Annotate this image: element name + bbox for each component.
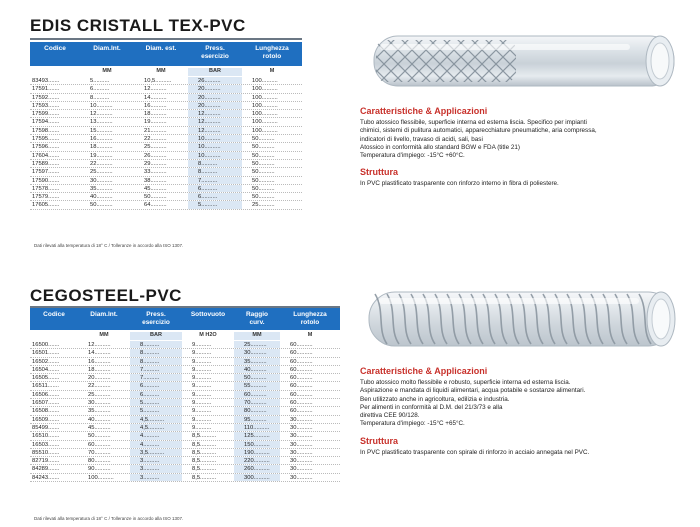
- section-title: EDIS CRISTALL TEX-PVC: [30, 16, 246, 35]
- unit-sottovuoto: M H2O: [199, 332, 217, 338]
- table-row: [30, 185, 302, 193]
- table-row: [30, 94, 302, 102]
- table-cell: 84289.......: [32, 466, 60, 473]
- features-line: direttiva CEE 90/128.: [360, 412, 420, 420]
- table-cell: 100..........: [252, 86, 278, 93]
- table-cell: 10..........: [188, 135, 242, 142]
- table-cell: 8..........: [188, 160, 242, 167]
- table-cell: 20..........: [88, 375, 111, 382]
- unit-lunghezza: M: [269, 68, 275, 74]
- table-cell: 100..........: [252, 102, 278, 109]
- info-panel: [360, 366, 680, 457]
- table-row: [30, 374, 340, 382]
- table-cell: 5..........: [90, 78, 110, 84]
- table-cell: 150..........: [234, 441, 280, 448]
- table-row: [30, 168, 302, 176]
- table-cell: 3..........: [130, 474, 182, 481]
- table-cell: 16508.......: [32, 408, 60, 415]
- features-line: Temperatura d'impiego: -15°C +60°C.: [360, 152, 465, 160]
- header-pressione: Press. esercizio: [142, 311, 170, 326]
- table-cell: 19..........: [90, 152, 113, 159]
- table-row: [30, 474, 340, 482]
- units-row: [30, 332, 340, 340]
- table-cell: 84243.......: [32, 474, 60, 481]
- table-cell: 16..........: [90, 136, 113, 143]
- header-codice: Codice: [44, 45, 66, 52]
- table-cell: 12..........: [90, 111, 113, 118]
- table-cell: 30..........: [290, 416, 313, 423]
- table-cell: 14..........: [144, 94, 167, 101]
- table-row: [30, 416, 340, 424]
- table-cell: 30..........: [290, 458, 313, 465]
- table-cell: 17593.......: [32, 102, 60, 109]
- table-cell: 300..........: [234, 474, 280, 481]
- units-row: [30, 68, 302, 76]
- tube-image-braided: [370, 22, 685, 100]
- table-cell: 100..........: [88, 474, 114, 481]
- table-cell: 12..........: [188, 110, 242, 117]
- table-cell: 17596.......: [32, 144, 60, 151]
- title-rule: [30, 38, 302, 40]
- table-cell: 17579.......: [32, 194, 60, 201]
- table-cell: 9..........: [192, 350, 212, 357]
- table-cell: 60..........: [290, 366, 313, 373]
- table-cell: 9..........: [192, 400, 212, 407]
- table-cell: 60..........: [290, 408, 313, 415]
- table-cell: 40..........: [234, 366, 280, 373]
- table-cell: 18..........: [144, 111, 167, 118]
- table-cell: 110..........: [234, 424, 280, 431]
- table-cell: 13..........: [90, 119, 113, 126]
- table-row: [30, 127, 302, 135]
- table-cell: 30..........: [290, 424, 313, 431]
- unit-diam-int: MM: [99, 332, 109, 338]
- table-cell: 5..........: [130, 407, 182, 414]
- table-cell: 7..........: [130, 366, 182, 373]
- table-cell: 80..........: [234, 407, 280, 414]
- table-cell: 50..........: [252, 152, 275, 159]
- table-cell: 19..........: [144, 119, 167, 126]
- features-line: chimici, sistemi di pulitura automatici, apparecchiature pneumatiche, aria compressa,: [360, 127, 597, 135]
- features-line: Atossico in conformità allo standard BGW e FDA (title 21): [360, 143, 520, 151]
- table-row: [30, 77, 302, 85]
- table-row: [30, 441, 340, 449]
- table-row: [30, 201, 302, 209]
- table-cell: 4..........: [130, 441, 182, 448]
- table-cell: 4,5..........: [130, 424, 182, 431]
- table-cell: 220..........: [234, 457, 280, 464]
- table-cell: 8..........: [188, 168, 242, 175]
- table-cell: 15..........: [90, 127, 113, 134]
- table-row: [30, 110, 302, 118]
- table-cell: 50..........: [252, 144, 275, 151]
- table-row: [30, 382, 340, 390]
- table-cell: 90..........: [88, 466, 111, 473]
- table-cell: 3..........: [130, 465, 182, 472]
- table-cell: 30..........: [88, 400, 111, 407]
- table-cell: 6..........: [130, 391, 182, 398]
- table-cell: 100..........: [252, 94, 278, 101]
- table-cell: 8,5..........: [192, 466, 217, 473]
- table-cell: 30..........: [290, 474, 313, 481]
- table-cell: 6..........: [90, 86, 110, 93]
- table-cell: 17598.......: [32, 127, 60, 134]
- table-cell: 50..........: [252, 136, 275, 143]
- table-cell: 85510.......: [32, 449, 60, 456]
- table-cell: 8..........: [130, 358, 182, 365]
- table-cell: 8,5..........: [192, 458, 217, 465]
- table-cell: 6..........: [130, 382, 182, 389]
- table-cell: 25..........: [144, 144, 167, 151]
- section-title: CEGOSTEEL-PVC: [30, 286, 182, 305]
- table-row: [30, 432, 340, 440]
- tube-image-spiral: [365, 280, 690, 360]
- table-row: [30, 341, 340, 349]
- features-line: Tubo atossico flessibile, superficie interna ed esterna liscia. Specifico per impianti: [360, 119, 587, 126]
- table-row: [30, 193, 302, 201]
- table-cell: 8..........: [130, 341, 182, 348]
- header-pressione: Press. esercizio: [201, 45, 229, 60]
- table-cell: 30..........: [90, 177, 113, 184]
- table-cell: 16506.......: [32, 391, 60, 398]
- table-cell: 60..........: [290, 350, 313, 357]
- footnote: Dati rilevati alla temperatura di 18° C / Tolleranze in accordo alla ISO 1307.: [34, 516, 184, 521]
- header-codice: Codice: [43, 311, 65, 318]
- table-cell: 33..........: [144, 169, 167, 176]
- table-cell: 50..........: [252, 177, 275, 184]
- table-cell: 17578.......: [32, 185, 60, 192]
- table-cell: 17591.......: [32, 86, 60, 93]
- table-cell: 18..........: [90, 144, 113, 151]
- table-cell: 16511.......: [32, 383, 59, 390]
- table-cell: 26..........: [188, 77, 242, 84]
- table-cell: 17589.......: [32, 160, 60, 167]
- table-cell: 17595.......: [32, 136, 60, 143]
- table-cell: 9..........: [192, 383, 212, 390]
- unit-raggio: MM: [234, 332, 280, 340]
- table-cell: 25..........: [234, 341, 280, 348]
- table-row: [30, 152, 302, 160]
- table-cell: 9..........: [192, 408, 212, 415]
- header-diam-int: Diam.Int.: [90, 311, 118, 318]
- unit-pressione: BAR: [188, 68, 242, 76]
- table-cell: 16..........: [88, 358, 111, 365]
- table-cell: 5..........: [130, 399, 182, 406]
- table-row: [30, 349, 340, 357]
- table-cell: 17599.......: [32, 111, 60, 118]
- table-cell: 25..........: [90, 169, 113, 176]
- table-cell: 6..........: [188, 193, 242, 200]
- table-cell: 35..........: [234, 358, 280, 365]
- table-cell: 20..........: [188, 94, 242, 101]
- table-cell: 6..........: [188, 185, 242, 192]
- table-cell: 16501.......: [32, 350, 60, 357]
- table-row: [30, 449, 340, 457]
- table-cell: 190..........: [234, 449, 280, 456]
- table-cell: 17597.......: [32, 169, 60, 176]
- table-cell: 20..........: [188, 102, 242, 109]
- table-cell: 55..........: [234, 382, 280, 389]
- table-cell: 5..........: [188, 201, 242, 208]
- features-heading: Caratteristiche & Applicazioni: [360, 366, 488, 376]
- table-row: [30, 366, 340, 374]
- table-row: [30, 457, 340, 465]
- table-cell: 21..........: [144, 127, 167, 134]
- table-cell: 16504.......: [32, 366, 60, 373]
- table-cell: 30..........: [290, 449, 313, 456]
- table-header: [30, 42, 302, 66]
- features-line: Ben utilizzato anche in agricoltura, edilizia e industria.: [360, 395, 510, 403]
- table-row: [30, 85, 302, 93]
- table-cell: 50..........: [252, 169, 275, 176]
- data-table: [30, 77, 302, 210]
- table-cell: 8,5..........: [192, 433, 217, 440]
- table-cell: 35..........: [88, 408, 111, 415]
- table-row: [30, 391, 340, 399]
- table-cell: 70..........: [234, 399, 280, 406]
- footnote: Dati rilevati alla temperatura di 18° C / Tolleranze in accordo alla ISO 1307.: [34, 243, 184, 248]
- table-cell: 60..........: [88, 441, 111, 448]
- table-cell: 9..........: [192, 424, 212, 431]
- header-raggio: Raggio curv.: [245, 311, 269, 326]
- table-cell: 100..........: [252, 127, 278, 134]
- data-table: [30, 341, 340, 482]
- table-cell: 9..........: [192, 416, 212, 423]
- table-cell: 82719.......: [32, 458, 60, 465]
- table-cell: 100..........: [252, 119, 278, 126]
- info-panel: [360, 106, 680, 189]
- table-cell: 8..........: [130, 349, 182, 356]
- table-cell: 3,5..........: [130, 449, 182, 456]
- table-cell: 17592.......: [32, 94, 60, 101]
- table-cell: 16500.......: [32, 342, 60, 348]
- table-cell: 125..........: [234, 432, 280, 439]
- table-cell: 50..........: [252, 185, 275, 192]
- header-diam-int: Diam.Int.: [93, 45, 121, 52]
- table-cell: 100..........: [252, 78, 278, 84]
- table-cell: 83493.......: [32, 78, 60, 84]
- table-cell: 40..........: [88, 416, 111, 423]
- table-cell: 100..........: [252, 111, 278, 118]
- table-cell: 9..........: [192, 366, 212, 373]
- table-cell: 22..........: [90, 160, 113, 167]
- table-cell: 26..........: [144, 152, 167, 159]
- table-cell: 60..........: [290, 391, 313, 398]
- features-line: Aspirazione e mandata di liquidi alimentari, acqua potabile e sostanze alimentari.: [360, 387, 586, 395]
- table-cell: 60..........: [290, 383, 313, 390]
- structure-text: In PVC plastificato trasparente con rinforzo interno in fibra di poliestere.: [360, 180, 559, 188]
- table-cell: 17605.......: [32, 202, 60, 209]
- table-row: [30, 102, 302, 110]
- table-cell: 9..........: [192, 375, 212, 382]
- table-cell: 12..........: [188, 118, 242, 125]
- header-sottovuoto: Sottovuoto: [190, 311, 226, 318]
- table-cell: 30..........: [290, 441, 313, 448]
- table-cell: 9..........: [192, 342, 212, 348]
- table-cell: 12..........: [144, 86, 167, 93]
- unit-pressione: BAR: [130, 332, 182, 340]
- table-cell: 50..........: [252, 160, 275, 167]
- table-cell: 45..........: [144, 185, 167, 192]
- table-cell: 12..........: [188, 127, 242, 134]
- table-cell: 4,5..........: [130, 416, 182, 423]
- table-cell: 30..........: [290, 433, 313, 440]
- table-cell: 14..........: [88, 350, 111, 357]
- table-row: [30, 465, 340, 473]
- table-cell: 50..........: [144, 194, 167, 201]
- table-cell: 3..........: [130, 457, 182, 464]
- table-cell: 16510.......: [32, 433, 60, 440]
- table-cell: 25..........: [252, 202, 275, 209]
- table-cell: 40..........: [90, 194, 113, 201]
- table-cell: 8,5..........: [192, 474, 217, 481]
- table-row: [30, 424, 340, 432]
- table-row: [30, 143, 302, 151]
- table-cell: 60..........: [234, 391, 280, 398]
- table-header: [30, 308, 340, 330]
- table-cell: 16507.......: [32, 400, 60, 407]
- table-cell: 16509.......: [32, 416, 60, 423]
- table-cell: 8,5..........: [192, 441, 217, 448]
- table-cell: 22..........: [88, 383, 111, 390]
- table-cell: 17590.......: [32, 177, 60, 184]
- table-row: [30, 160, 302, 168]
- table-cell: 45..........: [88, 424, 111, 431]
- table-cell: 9..........: [192, 358, 212, 365]
- table-cell: 60..........: [290, 400, 313, 407]
- table-cell: 50..........: [252, 194, 275, 201]
- features-line: indicatori di livello, travaso di acidi, sali, basi: [360, 135, 483, 143]
- unit-diam-est: MM: [156, 68, 166, 74]
- table-cell: 80..........: [88, 458, 111, 465]
- table-cell: 7..........: [188, 177, 242, 184]
- table-cell: 38..........: [144, 177, 167, 184]
- features-line: Tubo atossico molto flessibile e robusto, superficie interna ed esterna liscia.: [360, 379, 571, 386]
- table-cell: 17604.......: [32, 152, 60, 159]
- table-cell: 16503.......: [32, 441, 60, 448]
- features-line: Per alimenti in conformità al D.M. del 21/3/73 e alla: [360, 403, 503, 411]
- table-cell: 25..........: [88, 391, 111, 398]
- table-cell: 10,5..........: [144, 78, 172, 84]
- table-cell: 29..........: [144, 160, 167, 167]
- features-heading: Caratteristiche & Applicazioni: [360, 106, 488, 116]
- table-row: [30, 118, 302, 126]
- table-cell: 30..........: [290, 466, 313, 473]
- table-cell: 16..........: [144, 102, 167, 109]
- header-lunghezza: Lunghezza rotolo: [293, 311, 327, 326]
- structure-text: In PVC plastificato trasparente con spirale di rinforzo in acciaio annegata nel PVC.: [360, 448, 590, 456]
- structure-heading: Struttura: [360, 435, 398, 446]
- table-cell: 50..........: [90, 202, 113, 209]
- table-cell: 16502.......: [32, 358, 60, 365]
- table-cell: 70..........: [88, 449, 111, 456]
- table-cell: 20..........: [188, 85, 242, 92]
- header-lunghezza: Lunghezza rotolo: [255, 45, 289, 60]
- table-cell: 9..........: [192, 391, 212, 398]
- table-cell: 50..........: [234, 374, 280, 381]
- table-cell: 16505.......: [32, 375, 60, 382]
- header-diam-est: Diam. est.: [145, 45, 177, 52]
- table-row: [30, 135, 302, 143]
- table-cell: 64..........: [144, 202, 167, 209]
- table-cell: 95..........: [234, 416, 280, 423]
- table-row: [30, 399, 340, 407]
- table-cell: 8,5..........: [192, 449, 217, 456]
- table-cell: 10..........: [90, 102, 113, 109]
- table-row: [30, 407, 340, 415]
- table-cell: 10..........: [188, 143, 242, 150]
- table-row: [30, 358, 340, 366]
- table-cell: 7..........: [130, 374, 182, 381]
- table-cell: 8..........: [90, 94, 110, 101]
- table-cell: 4..........: [130, 432, 182, 439]
- table-cell: 60..........: [290, 342, 313, 348]
- table-cell: 17594.......: [32, 119, 60, 126]
- table-row: [30, 177, 302, 185]
- table-cell: 50..........: [88, 433, 111, 440]
- table-cell: 12..........: [88, 342, 111, 348]
- table-cell: 60..........: [290, 375, 313, 382]
- features-line: Temperatura d'impiego: -15°C +65°C.: [360, 420, 465, 428]
- unit-lunghezza: M: [307, 332, 313, 338]
- table-cell: 18..........: [88, 366, 111, 373]
- unit-diam-int: MM: [102, 68, 112, 74]
- table-cell: 22..........: [144, 136, 167, 143]
- table-cell: 60..........: [290, 358, 313, 365]
- table-cell: 35..........: [90, 185, 113, 192]
- table-cell: 30..........: [234, 349, 280, 356]
- table-cell: 85499.......: [32, 424, 60, 431]
- table-cell: 10..........: [188, 152, 242, 159]
- table-cell: 260..........: [234, 465, 280, 472]
- structure-heading: Struttura: [360, 167, 398, 178]
